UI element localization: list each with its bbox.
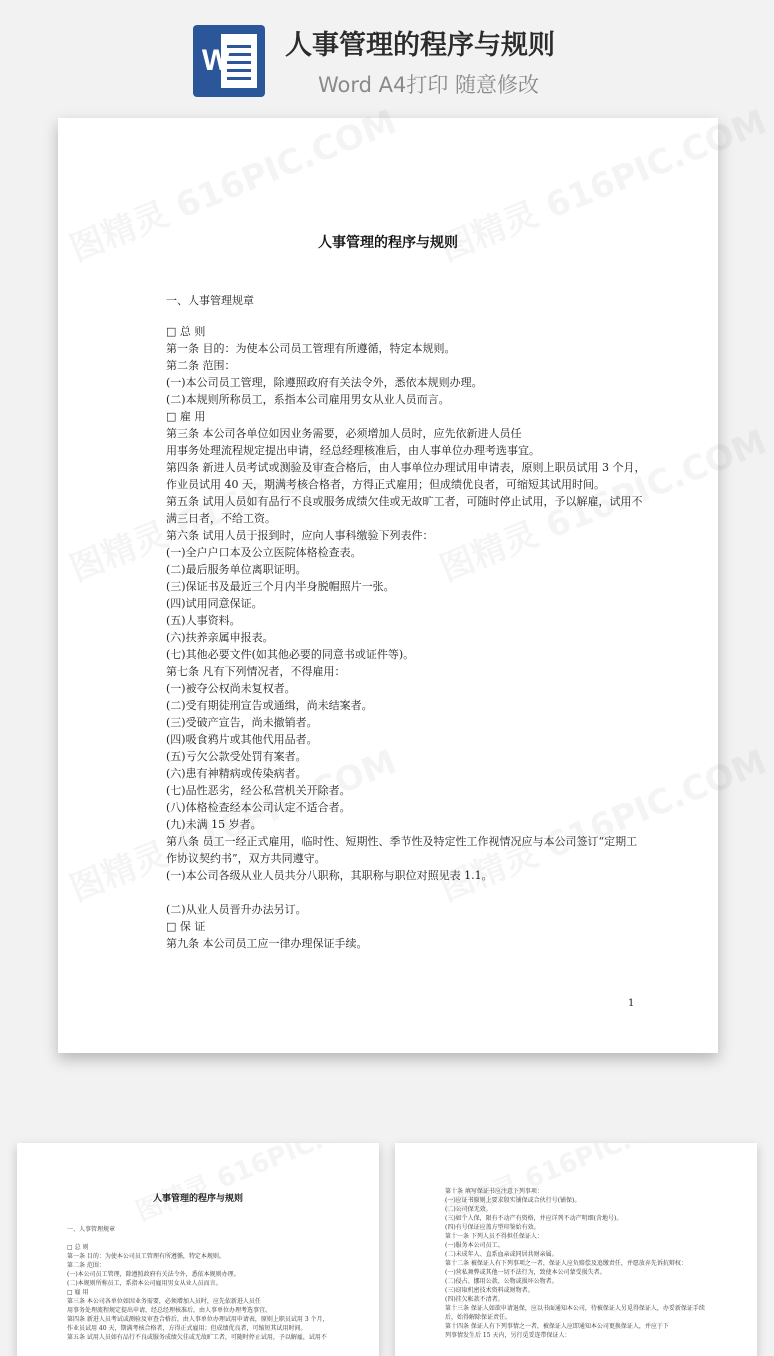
text-line: 列事情发生后 15 天内，另行觅妥连带保证人： [445, 1332, 571, 1339]
text-line: (三)如个人保，限有不动产有资格，并应详列不动产明细(含地号)。 [445, 1215, 623, 1222]
text-line: 第十二条 被保证人有下列事项之一者，保证人应负赔偿及追缴责任，并愿放弃先诉抗辩权： [445, 1260, 687, 1267]
text-line: (一)营私舞弊或其他一切不法行为，致使本公司蒙受损失者。 [445, 1269, 606, 1276]
text-line: 作业员试用 40 天，期满考核合格者，方得正式雇用；但成绩优良者，可缩短其试用时间。 [166, 478, 605, 491]
document-page [58, 118, 718, 1053]
text-line: 第五条 试用人员如有品行不良或服务成绩欠佳或无故旷工者，可随时停止试用，予以解雇，试用不 [67, 1334, 327, 1341]
text-line: (四)吸食鸦片或其他代用品者。 [166, 733, 318, 746]
text-line: (三)窃取机密技术资料或财物者。 [445, 1287, 534, 1294]
document-body [166, 323, 646, 952]
text-line: (五)亏欠公款受处罚有案者。 [166, 750, 307, 763]
word-icon-letter: W [201, 44, 231, 77]
text-line: 作协议契约书”，双方共同遵守。 [166, 852, 326, 865]
text-line: 第二条 范围： [166, 359, 236, 372]
text-line: (四)挂欠帐款不清者。 [445, 1296, 504, 1303]
text-line: □ 总 则 [67, 1244, 89, 1251]
page-number: 1 [628, 998, 635, 1009]
text-line: 第十一条 下列人员不得担任保证人： [445, 1233, 543, 1240]
text-line: (二)本规则所称员工，系指本公司雇用男女从业人员而言。 [67, 1280, 222, 1287]
watermark [130, 1143, 379, 1228]
text-line: 第二条 范围： [67, 1262, 105, 1269]
text-line: 第一条 目的：为使本公司员工管理有所遵循，特定本规则。 [67, 1253, 225, 1260]
text-line: (二)侵占、挪用公款、公物或损坏公物者。 [445, 1278, 558, 1285]
text-line: 后，始得解除保证责任。 [445, 1314, 512, 1321]
text-line: 第三条 本公司各单位如因业务需要，必须增加人员时，应先依新进人员任 [166, 427, 522, 440]
text-line: (一)应证书原则上要求殷实铺保或合伙行号(铺保)。 [445, 1197, 581, 1204]
text-line: 一、人事管理规章 [67, 1226, 116, 1233]
text-line: 用事务处理流程规定提出申请，经总经理核准后，由人事单位办理考选事宜。 [166, 444, 540, 457]
thumbnail-page-left [17, 1143, 379, 1356]
text-line: (九)未满 15 岁者。 [166, 818, 262, 831]
text-line: (一)被夺公权尚未复权者。 [166, 682, 296, 695]
text-line: 第八条 员工一经正式雇用，临时性、短期性、季节性及特定性工作视情况应与本公司签订“定期工 [166, 835, 638, 848]
text-line: (五)人事资料。 [166, 614, 241, 627]
text-line: (一)本公司各级从业人员共分八职称，其职称与职位对照见表 1.1。 [166, 869, 493, 882]
text-line: 第十条 填写保证书应注意下列事项： [445, 1188, 543, 1195]
header-title: 人事管理的程序与规则 [285, 30, 555, 61]
text-line: (八)体格检查经本公司认定不适合者。 [166, 801, 351, 814]
text-line: 第十四条 保证人有下列事情之一者，被保证人应即通知本公司更换保证人，并应于下 [445, 1323, 669, 1330]
text-line: (六)扶养亲属申报表。 [166, 631, 274, 644]
document-title: 人事管理的程序与规则 [318, 235, 458, 251]
thumbnail-body [445, 1187, 745, 1340]
text-line: (七)其他必要文件(如其他必要的同意书或证件等)。 [166, 648, 415, 661]
word-icon [193, 25, 265, 97]
text-line: 第十三条 保证人如欲申请退保，应以书面通知本公司，待被保证人另觅得保证人，办妥新保证手续 [445, 1305, 705, 1312]
header-subtitle: Word A4打印 随意修改 [318, 73, 540, 97]
thumbnail-title: 人事管理的程序与规则 [152, 1194, 243, 1204]
text-line: 第四条 新进人员考试或测验及审查合格后，由人事单位办理试用申请表，原则上职员试用 3 个月， [67, 1316, 329, 1323]
thumbnail-page-right [395, 1143, 757, 1356]
text-line: (六)患有神精病或传染病者。 [166, 767, 307, 780]
text-line: 第四条 新进人员考试或测验及审查合格后，由人事单位办理试用申请表，原则上职员试用 3 个月， [166, 461, 646, 474]
text-line: 作业员试用 40 天，期满考核合格者，方得正式雇用；但成绩优良者，可缩短其试用时间。 [67, 1325, 307, 1332]
text-line [67, 1234, 357, 1243]
text-line: (二)最后服务单位离职证明。 [166, 563, 307, 576]
section-heading: 一、人事管理规章 [166, 294, 254, 307]
text-line: □ 总 则 [166, 325, 206, 338]
text-line: 第九条 本公司员工应一律办理保证手续。 [166, 937, 368, 950]
text-line: □ 保 证 [166, 920, 206, 933]
text-line: (三)受破产宣告，尚未撤销者。 [166, 716, 318, 729]
text-line: (二)未成年人、直系血亲或同居共财亲属。 [445, 1251, 558, 1258]
text-line: (一)本公司员工管理，除遵照政府有关法令外，悉依本规则办理。 [166, 376, 483, 389]
text-line: (四)有号保证应盖方型印鉴始有效。 [445, 1224, 540, 1231]
text-line: (四)试用同意保证。 [166, 597, 263, 610]
text-line: 用事务处理流程规定提出申请，经总经理核准后，由人事单位办理考选事宜。 [67, 1307, 272, 1314]
text-line: (七)品性恶劣，经公私营机关开除者。 [166, 784, 351, 797]
text-line: (二)从业人员晋升办法另订。 [166, 903, 307, 916]
header-banner [0, 0, 774, 115]
text-line: (一)服务本公司员工。 [445, 1242, 504, 1249]
text-line [166, 884, 646, 901]
text-line: (二)受有期徒刑宣告或通缉，尚未结案者。 [166, 699, 373, 712]
text-line: 第六条 试用人员于报到时，应向人事科缴验下列表件： [166, 529, 434, 542]
text-line: 满三日者，不给工资。 [166, 512, 276, 525]
text-line: □ 雇 用 [67, 1289, 89, 1296]
text-line: (一)全户户口本及公立医院体格检查表。 [166, 546, 362, 559]
text-line: 第一条 目的：为使本公司员工管理有所遵循，特定本规则。 [166, 342, 456, 355]
text-line: 第三条 本公司各单位如因业务需要，必须增加人员时，应先依新进人员任 [67, 1298, 261, 1305]
text-line: 第七条 凡有下列情况者，不得雇用： [166, 665, 346, 678]
text-line: (一)本公司员工管理，除遵照政府有关法令外，悉依本规则办理。 [67, 1271, 240, 1278]
text-line: (二)公司保无效。 [445, 1206, 492, 1213]
text-line: (三)保证书及最近三个月内半身脱帽照片一张。 [166, 580, 395, 593]
text-line: 第五条 试用人员如有品行不良或服务成绩欠佳或无故旷工者，可随时停止试用，予以解雇，试用不 [166, 495, 643, 508]
thumbnail-body [67, 1225, 357, 1342]
text-line: □ 雇 用 [166, 410, 206, 423]
text-line: (二)本规则所称员工，系指本公司雇用男女从业人员而言。 [166, 393, 450, 406]
